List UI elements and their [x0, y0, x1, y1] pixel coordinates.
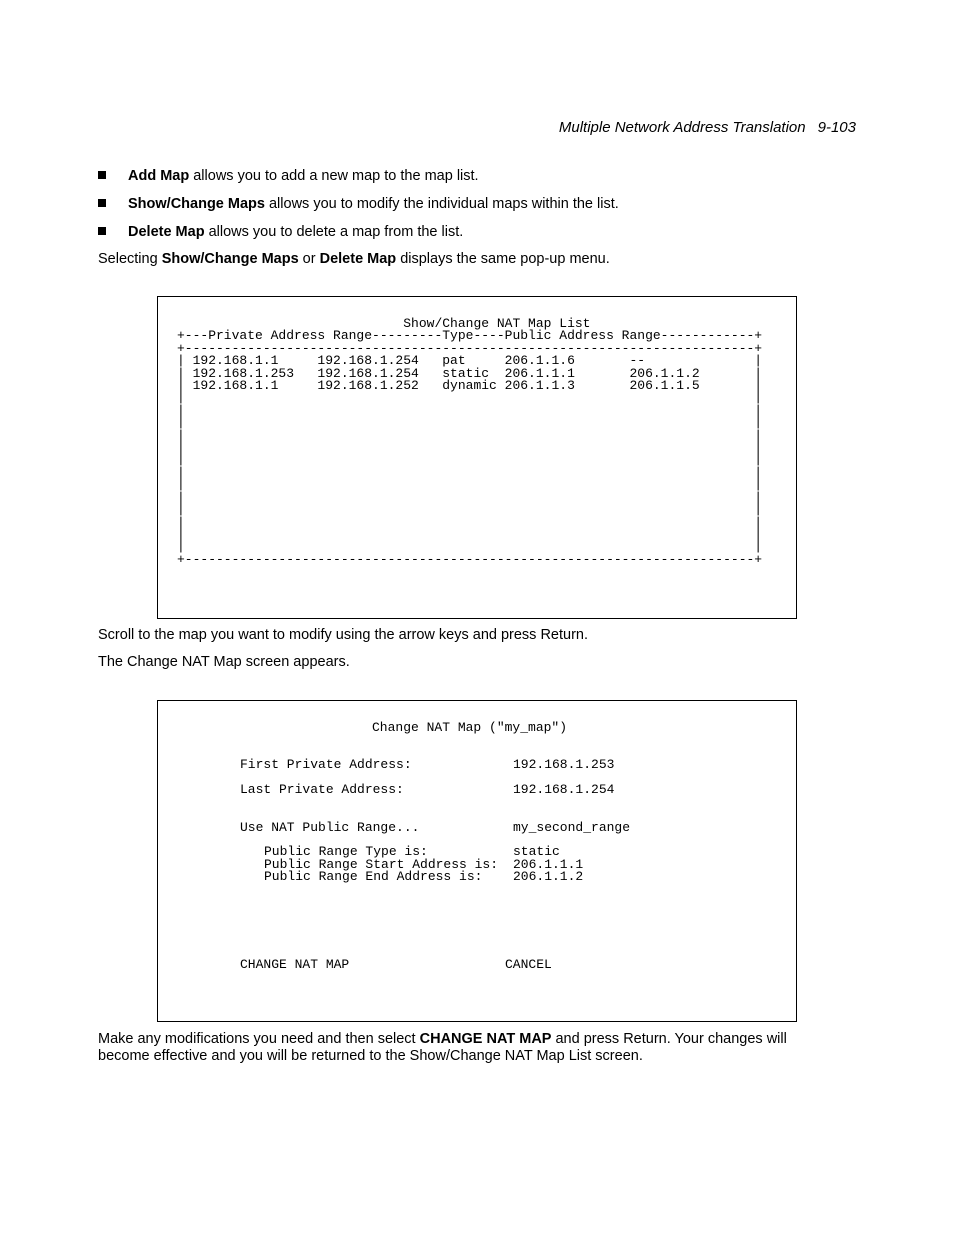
- cancel-button[interactable]: CANCEL: [505, 957, 552, 972]
- use-nat-public-range-label: Use NAT Public Range...: [240, 820, 420, 835]
- terminal-line: | |: [177, 452, 763, 468]
- terminal-line: +---Private Address Range---------Type----Public Address Range------------+: [177, 328, 763, 344]
- public-range-end-value: 206.1.1.2: [513, 869, 584, 884]
- terminal-line: +-------------------------------------------------------------------------+: [177, 551, 763, 567]
- bullet-add-map: Add Map allows you to add a new map to the map list.: [98, 168, 479, 185]
- paragraph-selecting: Selecting Show/Change Maps or Delete Map displays the same pop-up menu.: [98, 251, 610, 267]
- last-private-address-field[interactable]: 192.168.1.254: [513, 782, 615, 797]
- change-nat-map-button[interactable]: CHANGE NAT MAP: [240, 957, 350, 972]
- bullet-square-icon: [98, 227, 106, 235]
- public-range-type-label: Public Range Type is:: [264, 844, 428, 859]
- public-range-start-label: Public Range Start Address is:: [264, 857, 499, 872]
- paragraph-scroll: Scroll to the map you want to modify using the arrow keys and press Return.: [98, 627, 589, 643]
- paragraph-screen-appears: The Change NAT Map screen appears.: [98, 654, 350, 670]
- change-nat-map-screen: [157, 700, 797, 1022]
- header-title: Multiple Network Address Translation: [558, 119, 806, 136]
- terminal-line: Show/Change NAT Map List: [177, 316, 591, 331]
- public-range-start-value: 206.1.1.1: [513, 857, 584, 872]
- terminal-line: | |: [177, 489, 763, 505]
- bullet-square-icon: [98, 199, 106, 207]
- terminal-line: | |: [177, 415, 763, 431]
- bullet-square-icon: [98, 171, 106, 179]
- terminal-line: | |: [177, 440, 763, 456]
- page-number: 9-103: [817, 119, 856, 136]
- last-private-address-label: Last Private Address:: [240, 782, 404, 797]
- terminal-line: | |: [177, 502, 763, 518]
- terminal-line: | |: [177, 390, 763, 406]
- nat-map-list-row[interactable]: | 192.168.1.253 192.168.1.254 static 206.1.1.1 206.1.1.2 |: [177, 365, 763, 381]
- terminal-line: | |: [177, 539, 763, 555]
- terminal-line: | |: [177, 427, 763, 443]
- nat-map-list-row[interactable]: | 192.168.1.1 192.168.1.254 pat 206.1.1.6 -- |: [177, 353, 763, 369]
- terminal-line: +-------------------------------------------------------------------------+: [177, 340, 763, 356]
- bullet-delete-map: Delete Map allows you to delete a map from the list.: [98, 224, 463, 241]
- first-private-address-label: First Private Address:: [240, 757, 412, 772]
- change-nat-map-title: Change NAT Map ("my_map"): [372, 720, 568, 735]
- nat-map-list-screen: [157, 296, 797, 619]
- terminal-line: | |: [177, 526, 763, 542]
- first-private-address-field[interactable]: 192.168.1.253: [513, 757, 615, 772]
- bullet-show-change-maps: Show/Change Maps allows you to modify the individual maps within the list.: [98, 196, 619, 213]
- terminal-line: | |: [177, 464, 763, 480]
- nat-map-list-row[interactable]: | 192.168.1.1 192.168.1.252 dynamic 206.1.1.3 206.1.1.5 |: [177, 378, 763, 394]
- public-range-type-value: static: [513, 844, 560, 859]
- public-range-end-label: Public Range End Address is:: [264, 869, 483, 884]
- paragraph-make-modifications: Make any modifications you need and then select CHANGE NAT MAP and press Return. Your changes will become effective and you will be returned to the Show/Change NAT Map List screen.: [98, 1031, 787, 1064]
- nat-map-list-terminal: [177, 318, 762, 566]
- use-nat-public-range-field[interactable]: my_second_range: [513, 820, 631, 835]
- terminal-line: | |: [177, 514, 763, 530]
- terminal-line: | |: [177, 402, 763, 418]
- running-header: [559, 119, 856, 136]
- terminal-line: | |: [177, 477, 763, 493]
